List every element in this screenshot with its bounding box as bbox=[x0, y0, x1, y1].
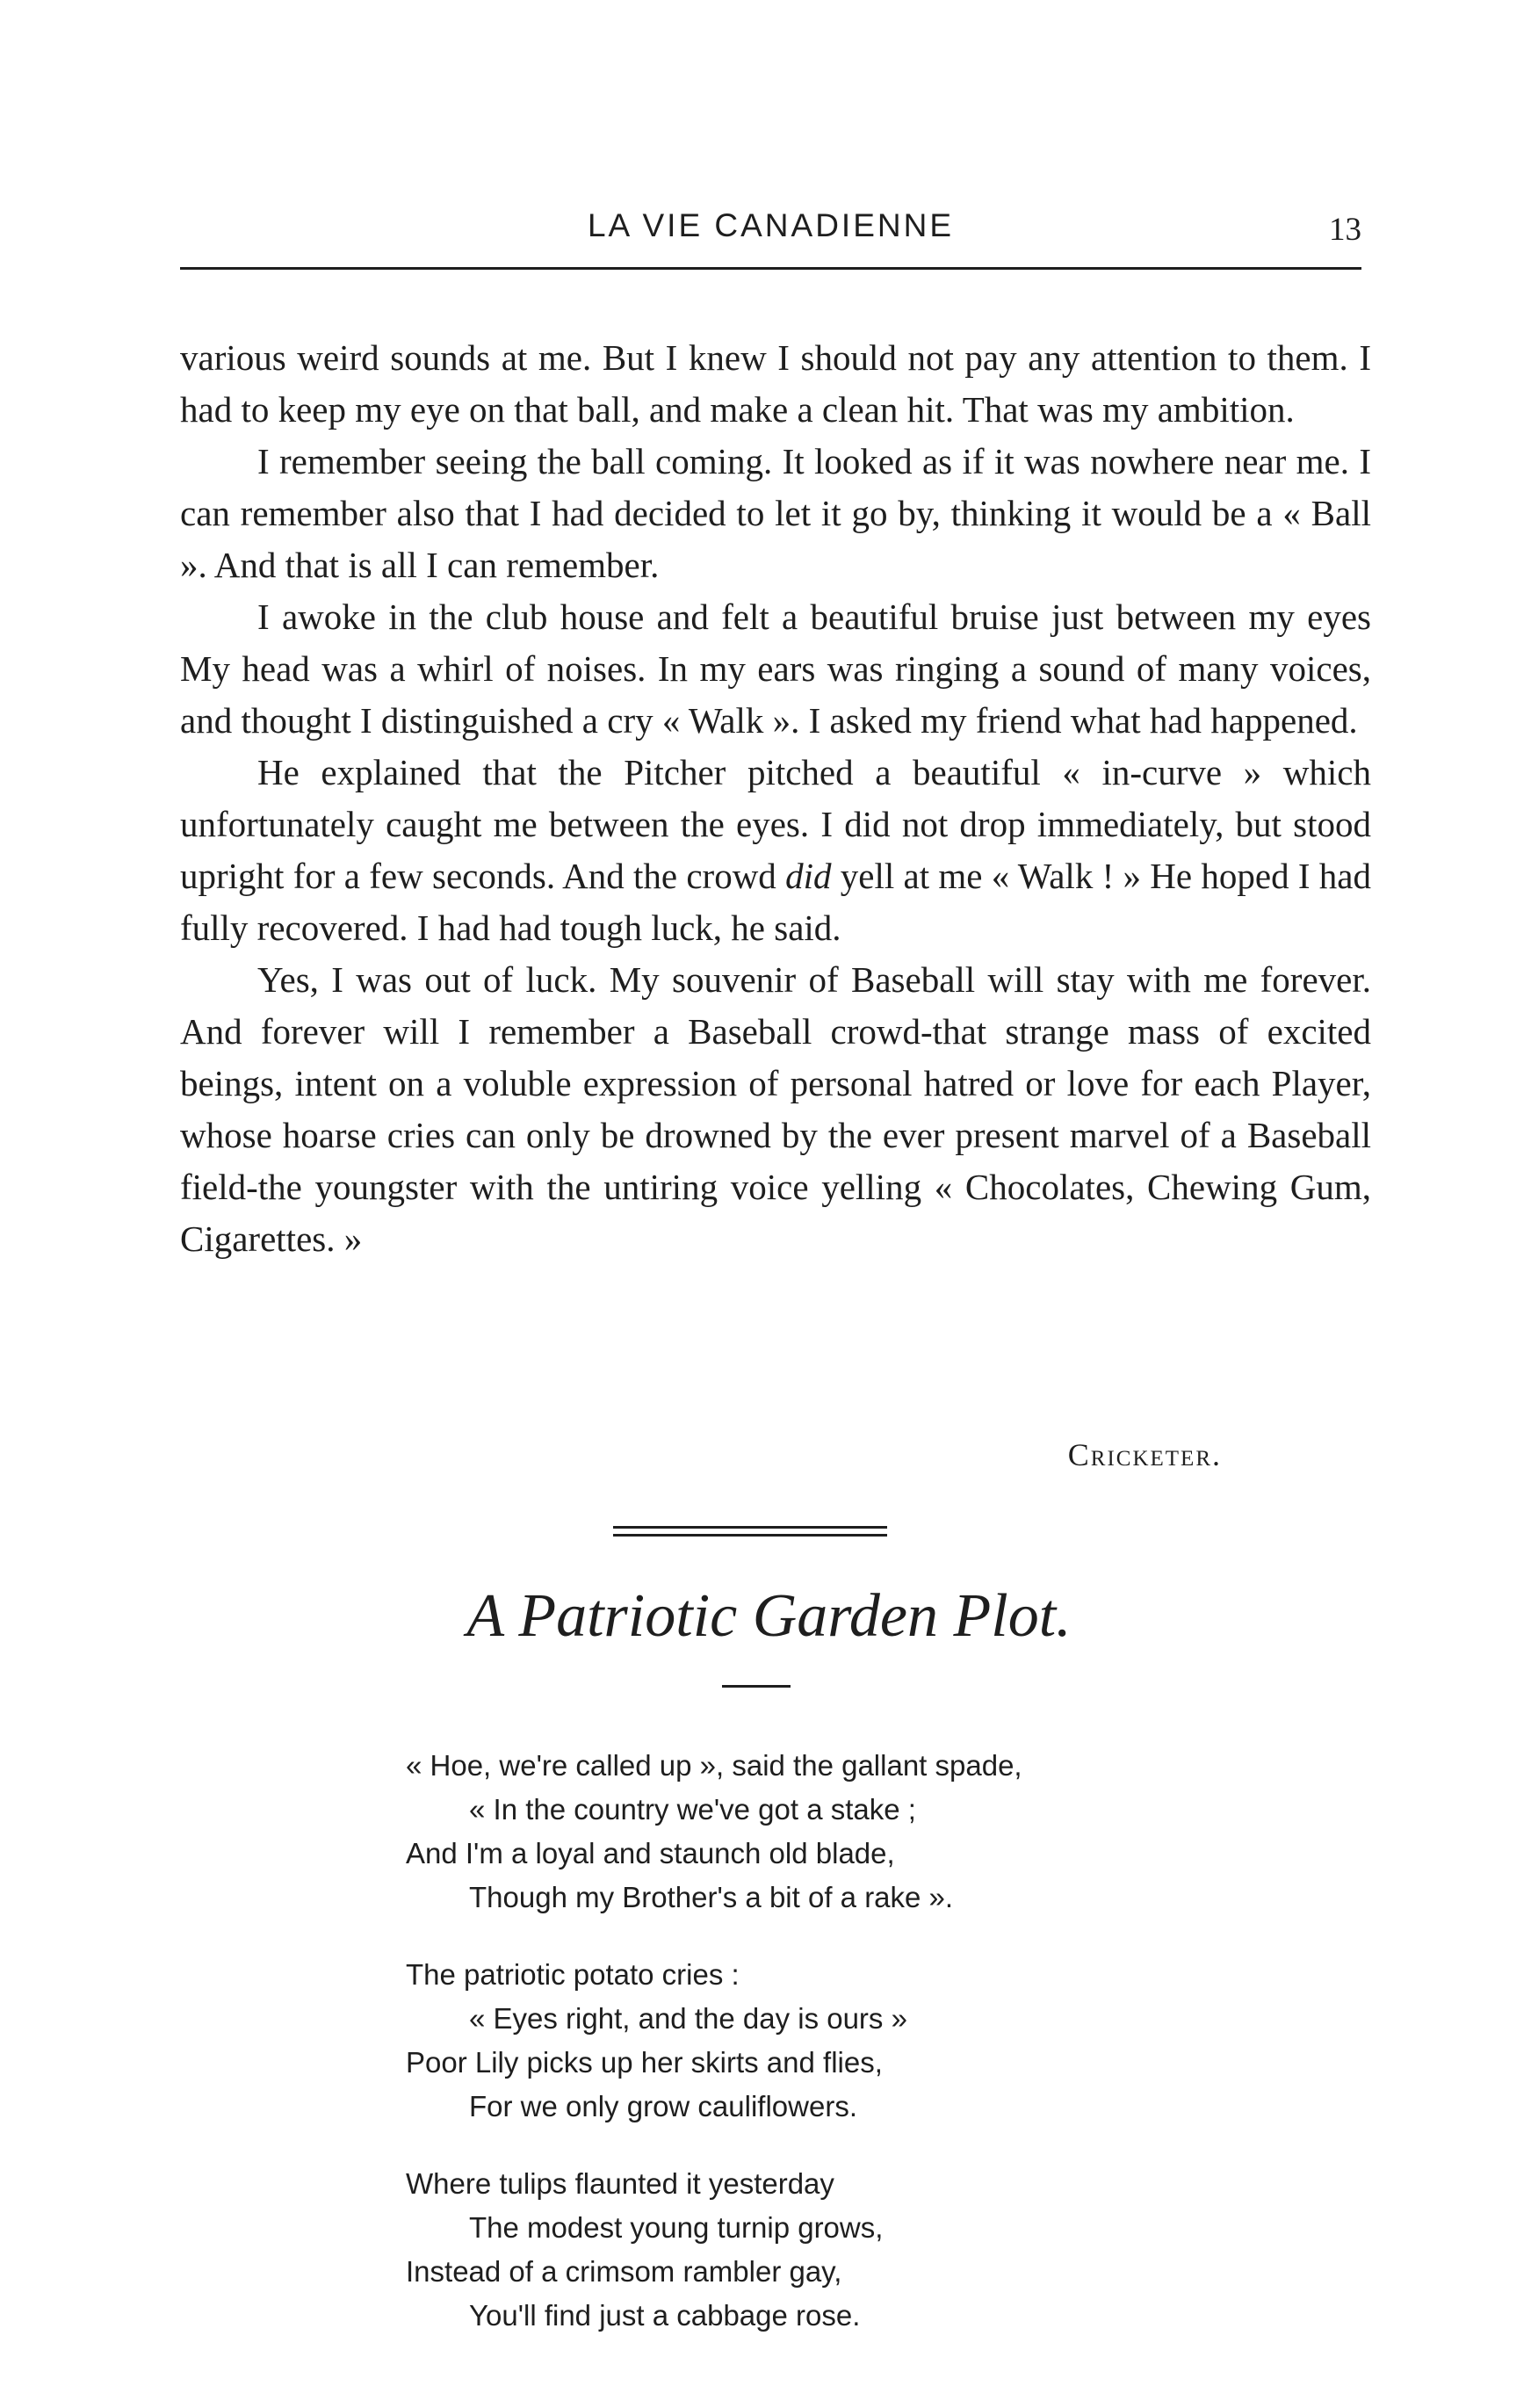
poem-line: « Eyes right, and the day is ours » bbox=[469, 2002, 907, 2035]
poem-line: You'll find just a cabbage rose. bbox=[469, 2299, 861, 2332]
paragraph-text: yell at me « Walk ! » He hoped I had fully recovered. I had had tough luck, he said. bbox=[180, 856, 1371, 948]
poem-line: The patriotic potato cries : bbox=[406, 1958, 740, 1991]
article-body bbox=[180, 332, 1371, 1265]
poem-line: « In the country we've got a stake ; bbox=[469, 1793, 916, 1826]
paragraph: I remember seeing the ball coming. It looked as if it was nowhere near me. I can remember also that I had decided to let it go by, thinking it would be a « Ball ». And that is all I can remember. bbox=[180, 441, 1371, 585]
article-title: A Patriotic Garden Plot. bbox=[466, 1582, 1072, 1650]
running-title: LA VIE CANADIENNE bbox=[587, 207, 954, 243]
poem-line: « Hoe, we're called up », said the gallant spade, bbox=[406, 1749, 1022, 1782]
section-divider bbox=[613, 1526, 887, 1537]
stanza bbox=[406, 1953, 1284, 2129]
paragraph: various weird sounds at me. But I knew I should not pay any attention to them. I had to keep my eye on that ball, and make a clean hit. That was my ambition. bbox=[180, 337, 1371, 430]
poem-line: Poor Lily picks up her skirts and flies, bbox=[406, 2046, 883, 2079]
poem bbox=[406, 1744, 1284, 2371]
stanza bbox=[406, 1744, 1284, 1920]
page-number: 13 bbox=[1329, 212, 1361, 248]
poem-line: And I'm a loyal and staunch old blade, bbox=[406, 1837, 895, 1869]
running-header bbox=[180, 207, 1361, 260]
author-signature: Cricketer. bbox=[1067, 1437, 1222, 1472]
paragraph bbox=[180, 747, 1371, 954]
header-rule bbox=[180, 267, 1361, 270]
emphasis-text: did bbox=[785, 856, 832, 896]
paragraph: Yes, I was out of luck. My souvenir of Baseball will stay with me forever. And forever will I remember a Baseball crowd-that strange mass of excited beings, intent on a voluble expression of personal hatred or love for each Player, whose hoarse cries can only be drowned by the ever present marvel of a Baseball field-the youngster with the untiring voice yelling « Chocolates, Chewing Gum, Cigarettes. » bbox=[180, 959, 1371, 1259]
paragraph-text: He explained that the Pitcher pitched a beautiful « in-curve » which unfortunately caught me between the eyes. I did not drop immediately, but stood upright for a few seconds. And the crowd bbox=[180, 752, 1371, 896]
poem-line: Though my Brother's a bit of a rake ». bbox=[469, 1881, 954, 1913]
stanza bbox=[406, 2162, 1284, 2338]
title-rule bbox=[722, 1685, 791, 1688]
poem-line: For we only grow cauliflowers. bbox=[469, 2090, 857, 2122]
poem-line: The modest young turnip grows, bbox=[469, 2211, 884, 2244]
poem-line: Instead of a crimsom rambler gay, bbox=[406, 2255, 842, 2288]
poem-line: Where tulips flaunted it yesterday bbox=[406, 2167, 834, 2200]
paragraph: I awoke in the club house and felt a beautiful bruise just between my eyes My head was a whirl of noises. In my ears was ringing a sound of many voices, and thought I distinguished a cry « Walk ». I asked my friend what had happened. bbox=[180, 597, 1371, 741]
